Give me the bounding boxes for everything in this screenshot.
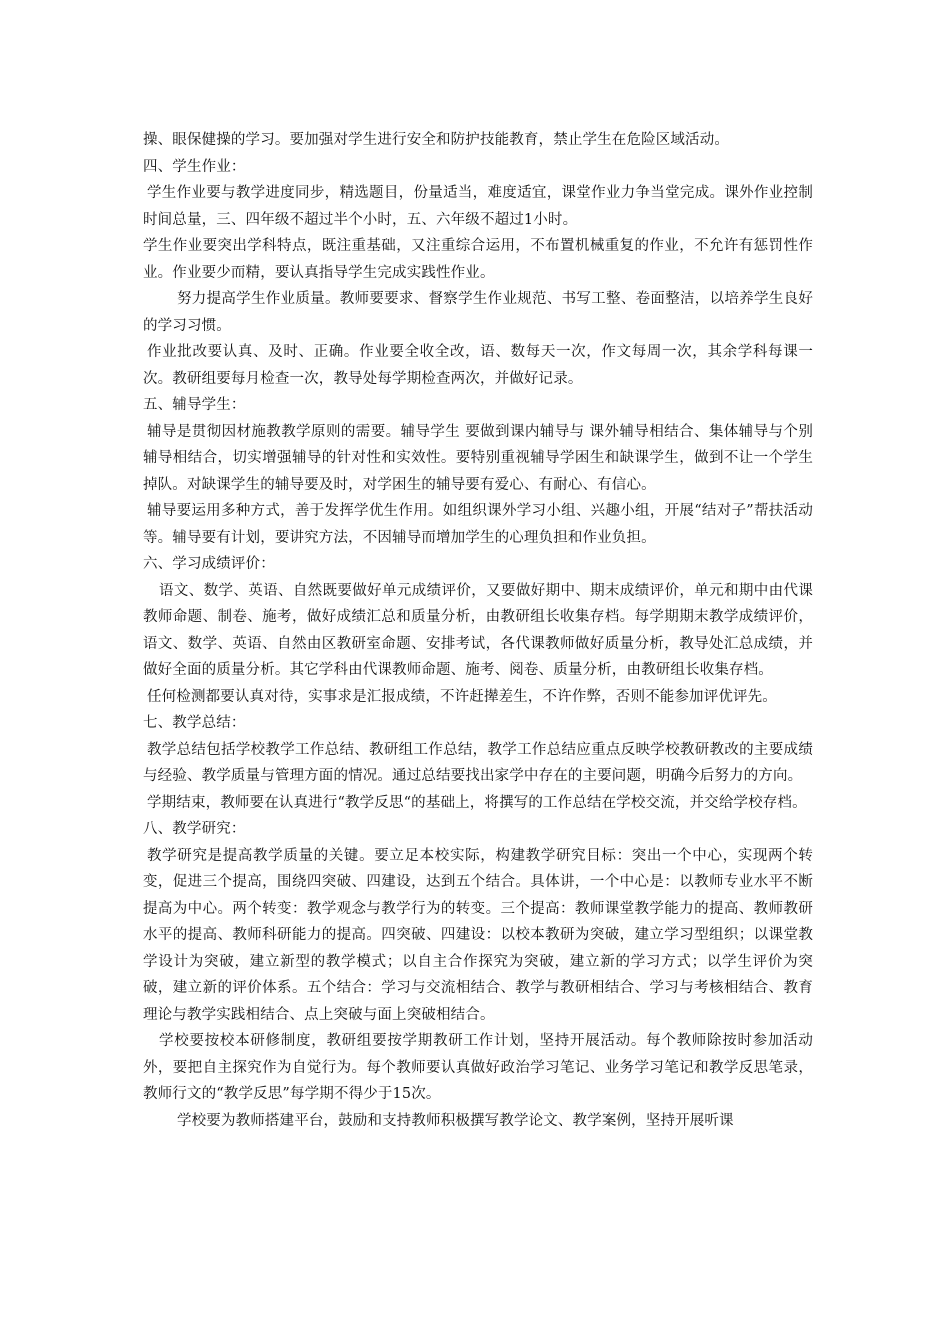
- body-paragraph: 教学总结包括学校教学工作总结、教研组工作总结，教学工作总结应重点反映学校教研教改的主要成绩与经验、教学质量与管理方面的情况。通过总结要找出家学中存在的主要问题，明确今后努力的方向。: [143, 741, 813, 784]
- section-heading-research: 八、教学研究：: [143, 821, 246, 837]
- body-paragraph: 作业批改要认真、及时、正确。作业要全收全改，语、数每天一次，作文每周一次，其余学科每课一次。教研组要每月检查一次，教导处每学期检查两次，并做好记录。: [143, 344, 813, 387]
- body-paragraph: 学校要按校本研修制度，教研组要按学期教研工作计划，坚持开展活动。每个教师除按时参加活动外，要把自主探究作为自觉行为。每个教师要认真做好政治学习笔记、业务学习笔记和教学反思笔录，教师行文的“教学反思”每学期不得少于15次。: [143, 1033, 813, 1102]
- body-paragraph: 学生作业要与教学进度同步，精选题目，份量适当，难度适宜，课堂作业力争当堂完成。课外作业控制时间总量，三、四年级不超过半个小时，五、六年级不超过1小时。: [143, 185, 813, 228]
- body-paragraph: 辅导要运用多种方式，善于发挥学优生作用。如组织课外学习小组、兴趣小组，开展“结对子”帮扶活动等。辅导要有计划，要讲究方法，不因辅导而增加学生的心理负担和作业负担。: [143, 503, 813, 546]
- section-heading-summary: 七、教学总结：: [143, 715, 246, 731]
- body-paragraph: 语文、数学、英语、自然既要做好单元成绩评价，又要做好期中、期末成绩评价，单元和期中由代课教师命题、制卷、施考，做好成绩汇总和质量分析，由教研组长收集存档。每学期期末教学成绩评价，语文、数学、英语、自然由区教研室命题、安排考试，各代课教师做好质量分析，教导处汇总成绩，并做好全面的质量分析。其它学科由代课教师命题、施考、阅卷、质量分析，由教研组长收集存档。: [143, 582, 813, 678]
- section-heading-tutoring: 五、辅导学生：: [143, 397, 246, 413]
- body-paragraph: 任何检测都要认真对待，实事求是汇报成绩，不许赶撵差生，不许作弊，否则不能参加评优评先。: [147, 688, 777, 705]
- body-paragraph: 学期结束，教师要在认真进行“教学反思“的基础上，将撰写的工作总结在学校交流，并交给学校存档。: [147, 794, 807, 811]
- body-paragraph: 努力提高学生作业质量。教师要要求、督察学生作业规范、书写工整、卷面整洁，以培养学生良好的学习习惯。: [143, 291, 813, 334]
- body-paragraph: 辅导是贯彻因材施教教学原则的需要。辅导学生 要做到课内辅导与 课外辅导相结合、集体辅导与个别辅导相结合，切实增强辅导的针对性和实效性。要特别重视辅导学困生和缺课学生，做到不让一个学生掉队。对缺课学生的辅导要及时，对学困生的辅导要有爱心、有耐心、有信心。: [143, 423, 813, 493]
- body-paragraph: 操、眼保健操的学习。要加强对学生进行安全和防护技能教育，禁止学生在危险区域活动。: [143, 132, 729, 148]
- section-heading-homework: 四、学生作业：: [143, 158, 246, 175]
- body-paragraph: 学校要为教师搭建平台，鼓励和支持教师积极撰写教学论文、教学案例，坚持开展听课: [177, 1112, 734, 1129]
- document-body: [143, 127, 813, 1134]
- body-paragraph: 教学研究是提高教学质量的关键。要立足本校实际，构建教学研究目标：突出一个中心，实现两个转变，促进三个提高，围绕四突破、四建设，达到五个结合。具体讲，一个中心是：以教师专业水平不断提高为中心。两个转变：教学观念与教学行为的转变。三个提高：教师课堂教学能力的提高、教师教研水平的提高、教师科研能力的提高。四突破、四建设：以校本教研为突破，建立学习型组织；以课堂教学设计为突破，建立新型的教学模式；以自主合作探究为突破，建立新的学习方式；以学生评价为突破，建立新的评价体系。五个结合：学习与交流相结合、教学与教研相结合、学习与考核相结合、教育理论与教学实践相结合、点上突破与面上突破相结合。: [143, 847, 813, 1023]
- section-heading-evaluation: 六、学习成绩评价：: [143, 556, 275, 572]
- body-paragraph: 学生作业要突出学科特点，既注重基础，又注重综合运用，不布置机械重复的作业，不允许有惩罚性作业。作业要少而精，要认真指导学生完成实践性作业。: [143, 238, 813, 281]
